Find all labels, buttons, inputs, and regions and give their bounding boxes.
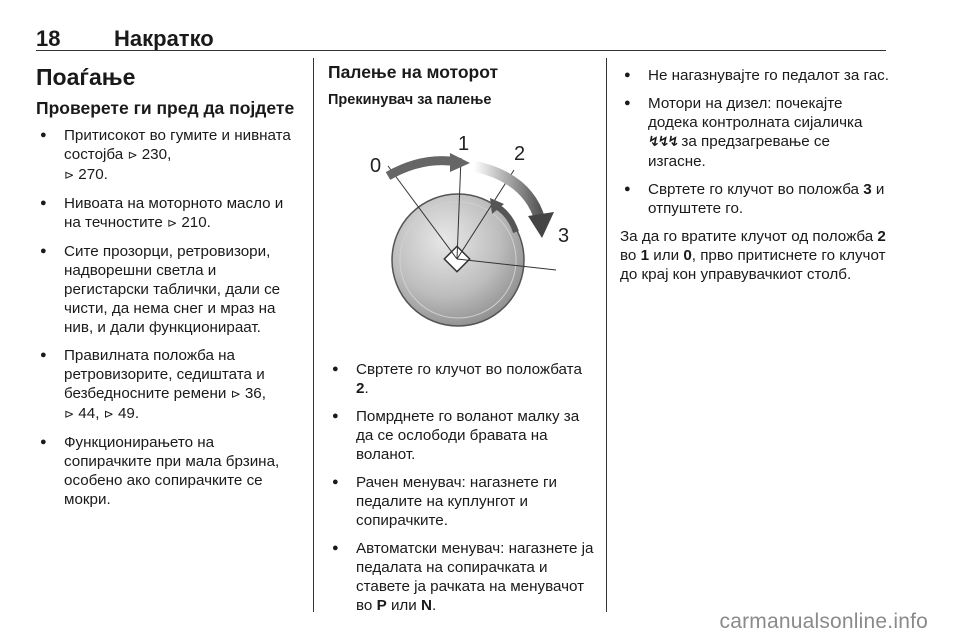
checklist (36, 126, 298, 509)
list-item: ● Притисокот во гумите и нивната состојба ⊳ 230, ⊳ 270. (36, 126, 298, 185)
page-ref[interactable]: 44, (78, 405, 100, 422)
ignition-switch-illustration (328, 120, 588, 350)
rotation-arrow-0-1 (388, 161, 458, 176)
page-number: 18 (36, 26, 61, 51)
list-item: ● Мотори на дизел: почекајте додека контролната сијаличка ↯↯↯ за предзагревање се изгасне. (620, 94, 890, 171)
position-label-0: 0 (370, 155, 382, 177)
running-title: Накратко (114, 26, 214, 51)
section-title: Палење на моторот (328, 62, 499, 82)
start-steps-list (328, 360, 598, 615)
list-item: ● Свртете го клучот во положба 3 и отпуштете го. (620, 180, 890, 218)
list-item: ● Рачен менувач: нагазнете ги педалите на куплунгот и сопирачките. (328, 473, 598, 530)
list-item: ● Автоматски менувач: нагазнете ја педалата на сопирачката и ставете ја рачката на менувачот во P или N. (328, 539, 598, 615)
column-divider-1 (313, 58, 314, 612)
list-item: ● Правилната положба на ретровизорите, седиштата и безбедносните ремени ⊳ 36, ⊳ 44, ⊳ 49. (36, 346, 298, 424)
start-steps-list-continued (620, 66, 890, 218)
section-subtitle: Прекинувач за палење (328, 92, 492, 108)
section-title: Поаѓање (36, 64, 136, 90)
page-ref-icon: ⊳ (103, 407, 114, 421)
page-ref-icon: ⊳ (167, 216, 178, 230)
list-item: ● Свртете го клучот во положбата 2. (328, 360, 598, 398)
column-1 (36, 60, 298, 518)
column-3 (620, 60, 890, 284)
list-item: ● Помрднете го воланот малку за да се ослободи бравата на воланот. (328, 407, 598, 464)
page-ref[interactable]: 36, (244, 385, 266, 402)
page-header (36, 26, 886, 52)
list-item: ● Не нагазнувајте го педалот за гас. (620, 66, 890, 85)
list-item: ● Функционирањето на сопирачките при мала брзина, особено ако сопирачките се мокри. (36, 433, 298, 509)
ignition-switch-figure (328, 120, 588, 350)
glow-plug-icon: ↯↯↯ (648, 134, 678, 150)
column-2 (328, 60, 598, 624)
header-rule (36, 50, 886, 51)
page-ref-icon: ⊳ (64, 407, 75, 421)
position-label-2: 2 (514, 143, 526, 165)
list-item: ● Нивоата на моторното масло и на течностите ⊳ 210. (36, 194, 298, 233)
list-item: ● Сите прозорци, ретровизори, надворешни светла и регистарски таблички, дали се чисти, да нема снег и мраз на нив, и дали функционираат. (36, 242, 298, 337)
return-key-paragraph: За да го вратите клучот од положба 2 во 1 или 0, прво притиснете го клучот до крај кон управувачкиот столб. (620, 228, 886, 283)
page-ref[interactable]: 210. (181, 214, 211, 231)
column-divider-2 (606, 58, 607, 612)
page-ref[interactable]: 270. (78, 166, 108, 183)
watermark: carmanualsonline.info (719, 610, 928, 633)
page-ref-icon: ⊳ (127, 148, 138, 162)
position-label-3: 3 (558, 225, 570, 247)
page-ref-icon: ⊳ (64, 168, 75, 182)
page-ref-icon: ⊳ (230, 387, 241, 401)
section-subtitle: Проверете ги пред да појдете (36, 98, 295, 118)
page-ref[interactable]: 230, (141, 146, 172, 163)
position-label-1: 1 (458, 133, 470, 155)
page-ref[interactable]: 49. (117, 405, 140, 422)
